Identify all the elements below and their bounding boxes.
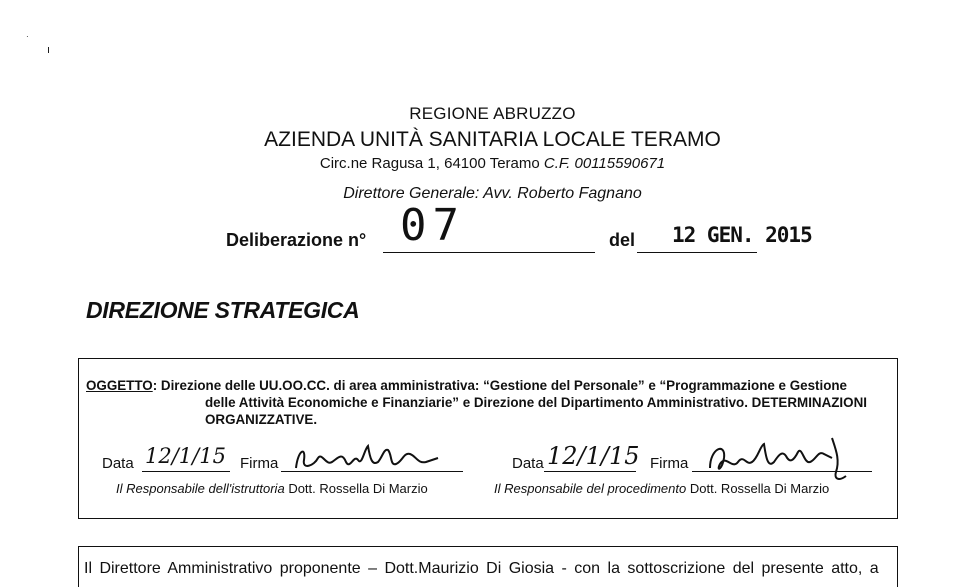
signature-field-label: Firma: [650, 455, 689, 472]
instructor-responsible: [116, 481, 428, 496]
handwritten-date: 12/1/15: [547, 442, 640, 470]
subject-line-1: : Direzione delle UU.OO.CC. di area amministrativa: “Gestione del Personale” e “Programmazione e Gestione: [152, 378, 848, 393]
date-line: [637, 252, 757, 253]
date-field-label: Data: [102, 455, 134, 472]
deliberation-date-stamp: 12 GEN. 2015: [672, 223, 812, 247]
procedure-responsible: [494, 481, 829, 496]
subject-label: OGGETTO: [86, 378, 153, 393]
subject-line-3: ORGANIZZATIVE.: [205, 412, 318, 427]
address-line: [0, 155, 961, 172]
section-title: DIREZIONE STRATEGICA: [86, 297, 360, 323]
subject-line-2: delle Attività Economiche e Finanziarie” e Direzione del Dipartimento Amministrativo. DETERMINAZIONI: [205, 395, 867, 410]
fiscal-code: C.F. 00115590671: [543, 155, 666, 172]
body-text: Il Direttore Amministrativo proponente – Dott.Maurizio Di Giosia - con la sottoscrizione del presente atto, a: [84, 560, 879, 577]
responsible-role: Il Responsabile dell'istruttoria: [116, 481, 285, 496]
subject-text: [86, 377, 896, 428]
deliberation-number: 07: [400, 200, 465, 251]
responsible-role: Il Responsabile del procedimento: [494, 481, 687, 496]
date-field-line: [142, 471, 230, 472]
signature-field-label: Firma: [240, 455, 279, 472]
date-label: del: [609, 230, 636, 250]
responsible-name: Dott. Rossella Di Marzio: [288, 481, 428, 496]
scan-mark: ·: [26, 32, 29, 41]
responsible-name: Dott. Rossella Di Marzio: [689, 481, 830, 496]
region-name: REGIONE ABRUZZO: [409, 104, 576, 123]
organization-name: AZIENDA UNITÀ SANITARIA LOCALE TERAMO: [264, 128, 721, 151]
director-general: Direttore Generale: Avv. Roberto Fagnano: [343, 185, 642, 202]
date-field-label: Data: [512, 455, 544, 472]
handwritten-signature: [706, 436, 866, 486]
handwritten-signature: [292, 440, 442, 474]
address-text: Circ.ne Ragusa 1, 64100 Teramo: [319, 155, 540, 172]
deliberation-number-line: [383, 252, 595, 253]
scan-mark: ı: [47, 44, 51, 56]
deliberation-label: Deliberazione n°: [226, 230, 367, 250]
date-field-line: [544, 471, 636, 472]
handwritten-date: 12/1/15: [145, 444, 226, 468]
